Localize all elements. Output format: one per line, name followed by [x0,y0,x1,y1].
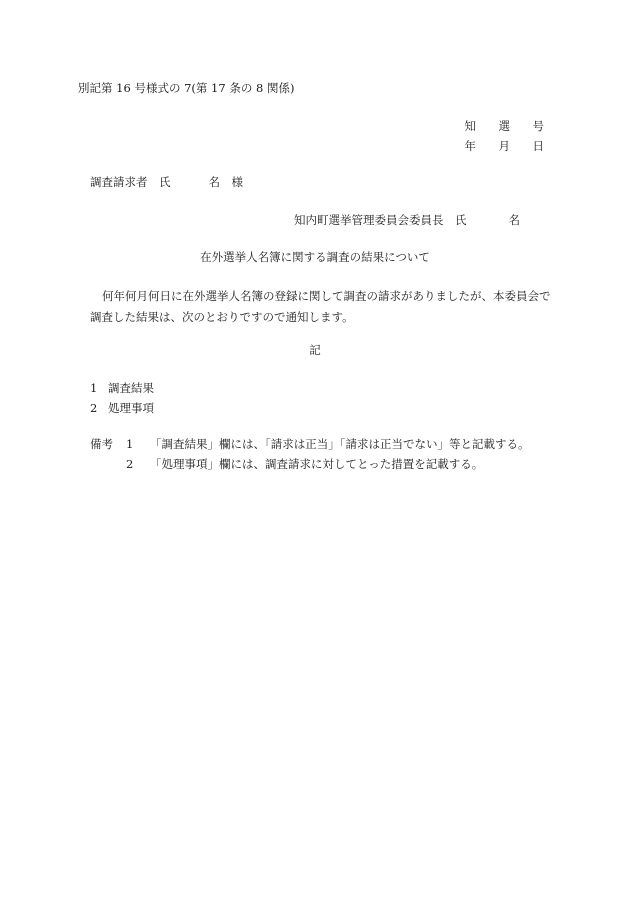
note-number: 1 [126,437,134,451]
issuer-line [294,212,520,228]
item-text: 処理事項 [108,401,154,415]
note-entry [90,454,530,474]
document-title: 在外選挙人名簿に関する調査の結果について [200,250,430,264]
form-identifier: 別記第 16 号様式の 7(第 17 条の 8 関係) [78,81,295,95]
note-text: 「調査結果」欄には、「請求は正当」「請求は正当でない」等と記載する。 [150,437,530,451]
document-number-line [454,118,544,134]
issuer-name-suffix: 名 [508,213,520,227]
document-date-line [454,138,544,154]
issuer-title: 知内町選挙管理委員会委員長 氏 [294,213,467,227]
date-year: 年 [464,139,476,153]
ref-number-part: 号 [532,119,544,133]
notes-section [90,434,530,474]
recipient-line [90,174,243,190]
recipient-title: 調査請求者 氏 [90,175,171,189]
list-item [90,398,154,418]
date-day: 日 [532,139,544,153]
recipient-name-suffix: 名 様 [208,175,243,189]
note-number: 2 [126,457,134,471]
note-entry [90,434,530,454]
item-text: 調査結果 [108,381,154,395]
list-item [90,378,154,398]
body-paragraph: 何年何月何日に在外選挙人名簿の登録に関して調査の請求がありましたが、本委員会で調査した結果は、次のとおりですので通知します。 [90,289,551,324]
note-text: 「処理事項」欄には、調査請求に対してとった措置を記載する。 [150,457,484,471]
ki-marker: 記 [309,343,321,357]
item-list [90,378,154,418]
date-month: 月 [498,139,510,153]
notes-label: 備考 [90,437,113,451]
item-number: 2 [90,401,98,415]
ref-number-part: 知 [464,119,476,133]
item-number: 1 [90,381,98,395]
ref-number-part: 選 [498,119,510,133]
